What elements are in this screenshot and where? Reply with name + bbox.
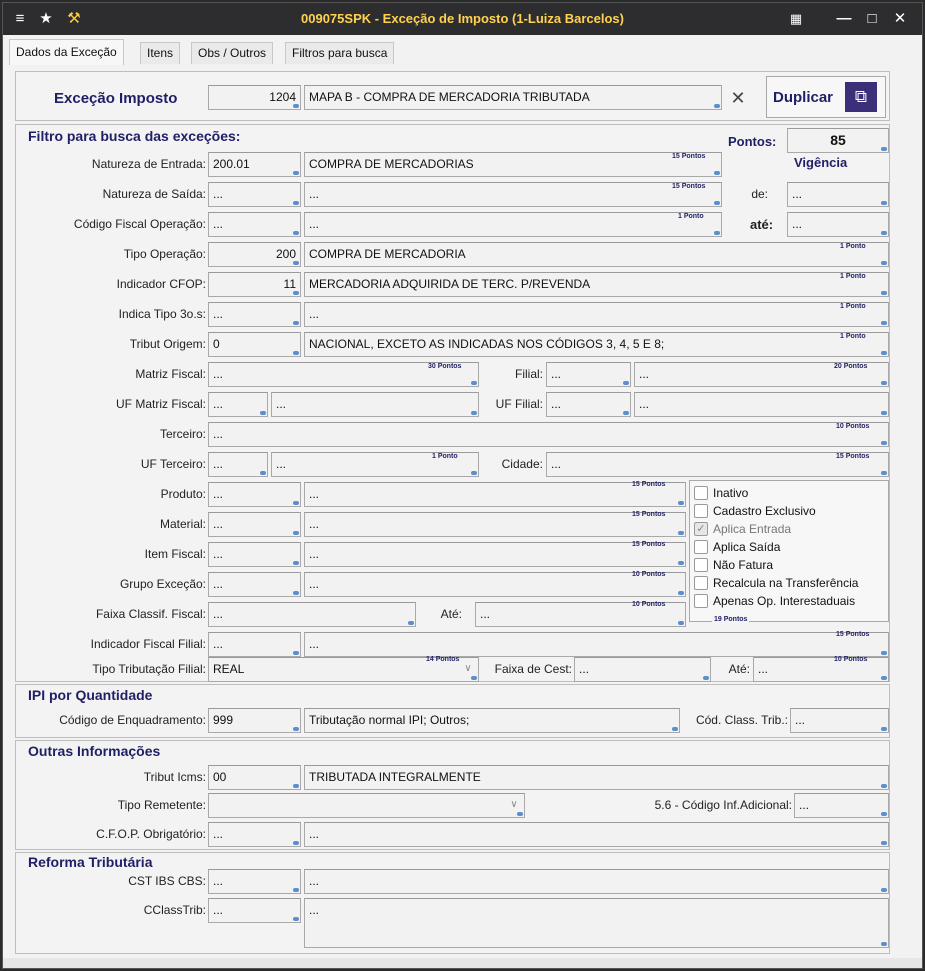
lookup-indicator-icon bbox=[293, 561, 299, 565]
filial-label: Filial: bbox=[514, 367, 543, 381]
material-points: 15 Pontos bbox=[632, 511, 666, 518]
uf-matriz-label: UF Matriz Fiscal: bbox=[116, 397, 206, 411]
lookup-indicator-icon bbox=[471, 471, 477, 475]
filtro-panel bbox=[15, 124, 890, 682]
tribut-origem-points: 1 Ponto bbox=[840, 333, 866, 340]
lookup-indicator-icon bbox=[517, 812, 523, 816]
indica-tipo-desc[interactable]: ... bbox=[304, 302, 889, 327]
material-code[interactable]: ... bbox=[208, 512, 301, 537]
lookup-indicator-icon bbox=[881, 651, 887, 655]
lookup-indicator-icon bbox=[293, 291, 299, 295]
duplicate-button[interactable] bbox=[766, 76, 886, 118]
cst-ibs-cbs-label: CST IBS CBS: bbox=[128, 874, 206, 888]
reforma-panel bbox=[15, 852, 890, 954]
uf-terceiro-points: 1 Ponto bbox=[432, 453, 458, 460]
tribut-icms-label: Tribut Icms: bbox=[143, 770, 206, 784]
lookup-indicator-icon bbox=[703, 676, 709, 680]
indicador-fiscal-filial-points: 15 Pontos bbox=[836, 631, 870, 638]
lookup-indicator-icon bbox=[672, 727, 678, 731]
lookup-indicator-icon bbox=[881, 841, 887, 845]
lookup-indicator-icon bbox=[293, 201, 299, 205]
lookup-indicator-icon bbox=[293, 651, 299, 655]
cidade-label: Cidade: bbox=[501, 457, 543, 471]
lookup-indicator-icon bbox=[714, 171, 720, 175]
window-title: 009075SPK - Exceção de Imposto (1-Luiza Barcelos) bbox=[301, 11, 624, 26]
terceiro-points: 10 Pontos bbox=[836, 423, 870, 430]
produto-label: Produto: bbox=[160, 487, 206, 501]
indicador-cfop-code[interactable]: 11 bbox=[208, 272, 301, 297]
checkbox-box bbox=[694, 504, 708, 518]
bottom-bar bbox=[3, 958, 922, 968]
ipi-panel bbox=[15, 684, 890, 738]
item-fiscal-points: 15 Pontos bbox=[632, 541, 666, 548]
uf-terceiro-label: UF Terceiro: bbox=[140, 457, 206, 471]
lookup-indicator-icon bbox=[408, 621, 414, 625]
vigencia-label: Vigência bbox=[794, 155, 848, 170]
produto-code[interactable]: ... bbox=[208, 482, 301, 507]
faixa-classif-ate-label: Até: bbox=[440, 607, 462, 621]
vigencia-de-label: de: bbox=[751, 187, 768, 201]
item-fiscal-desc[interactable]: ... bbox=[304, 542, 686, 567]
app-window bbox=[2, 2, 923, 969]
excecao-imposto-label: Exceção Imposto bbox=[54, 90, 178, 107]
codigo-inf-adicional-label: 5.6 - Código Inf.Adicional: bbox=[654, 798, 792, 812]
faixa-classif-points: 10 Pontos bbox=[632, 601, 666, 608]
matriz-fiscal-field[interactable]: ... bbox=[208, 362, 479, 387]
natureza-saida-points: 15 Pontos bbox=[672, 183, 706, 190]
lookup-indicator-icon bbox=[293, 917, 299, 921]
tipo-remetente-label: Tipo Remetente: bbox=[117, 798, 206, 812]
ipi-title: IPI por Quantidade bbox=[28, 687, 153, 703]
lookup-indicator-icon bbox=[293, 171, 299, 175]
reforma-title: Reforma Tributária bbox=[28, 854, 153, 870]
checkbox-label: Apenas Op. Interestaduais bbox=[713, 594, 856, 608]
lookup-indicator-icon bbox=[881, 441, 887, 445]
filial-points: 20 Pontos bbox=[834, 363, 868, 370]
checkbox-label: Recalcula na Transferência bbox=[713, 576, 859, 590]
vigencia-ate-field[interactable]: ... bbox=[787, 212, 889, 237]
cfo-code[interactable]: ... bbox=[208, 212, 301, 237]
lookup-indicator-icon bbox=[293, 531, 299, 535]
checkbox-label: Aplica Entrada bbox=[713, 522, 792, 536]
lookup-indicator-icon bbox=[881, 291, 887, 295]
natureza-saida-desc[interactable]: ... bbox=[304, 182, 722, 207]
produto-desc[interactable]: ... bbox=[304, 482, 686, 507]
lookup-indicator-icon bbox=[881, 942, 887, 946]
tab-filtros-busca[interactable]: Filtros para busca bbox=[285, 42, 394, 64]
cst-ibs-cbs-desc[interactable]: ... bbox=[304, 869, 889, 894]
tribut-origem-code[interactable]: 0 bbox=[208, 332, 301, 357]
codigo-enquadramento-desc[interactable]: Tributação normal IPI; Outros; bbox=[304, 708, 680, 733]
cclasstrib-label: CClassTrib: bbox=[143, 903, 206, 917]
lookup-indicator-icon bbox=[471, 411, 477, 415]
cod-class-trib-field[interactable]: ... bbox=[790, 708, 889, 733]
uf-terceiro-code[interactable]: ... bbox=[208, 452, 268, 477]
lookup-indicator-icon bbox=[881, 231, 887, 235]
tribut-icms-code[interactable]: 00 bbox=[208, 765, 301, 790]
tab-dados-excecao[interactable]: Dados da Exceção bbox=[9, 39, 124, 65]
lookup-indicator-icon bbox=[260, 471, 266, 475]
maximize-button[interactable]: □ bbox=[867, 10, 877, 27]
lookup-indicator-icon bbox=[293, 351, 299, 355]
indicador-cfop-label: Indicador CFOP: bbox=[116, 277, 206, 291]
checkbox-label: Não Fatura bbox=[713, 558, 774, 572]
uf-matriz-code[interactable]: ... bbox=[208, 392, 268, 417]
close-button[interactable]: ✕ bbox=[893, 10, 907, 27]
cidade-field[interactable]: ... bbox=[546, 452, 889, 477]
tipo-operacao-label: Tipo Operação: bbox=[123, 247, 206, 261]
filial-code[interactable]: ... bbox=[546, 362, 631, 387]
title-bar bbox=[3, 3, 922, 35]
wrench-icon[interactable]: ⚒ bbox=[67, 10, 81, 27]
natureza-saida-code[interactable]: ... bbox=[208, 182, 301, 207]
lookup-indicator-icon bbox=[881, 888, 887, 892]
tipo-remetente-select[interactable] bbox=[208, 793, 525, 818]
cfo-label: Código Fiscal Operação: bbox=[73, 217, 206, 231]
checkbox-box bbox=[694, 486, 708, 500]
lookup-indicator-icon bbox=[678, 501, 684, 505]
lookup-indicator-icon bbox=[293, 841, 299, 845]
indicador-fiscal-filial-desc[interactable]: ... bbox=[304, 632, 889, 657]
lookup-indicator-icon bbox=[678, 591, 684, 595]
tipo-operacao-code[interactable]: 200 bbox=[208, 242, 301, 267]
cfop-obrigatorio-label: C.F.O.P. Obrigatório: bbox=[96, 827, 206, 841]
lookup-indicator-icon bbox=[623, 381, 629, 385]
lookup-indicator-icon bbox=[714, 104, 720, 108]
lookup-indicator-icon bbox=[881, 727, 887, 731]
checkbox-box bbox=[694, 594, 708, 608]
natureza-entrada-desc[interactable]: COMPRA DE MERCADORIAS bbox=[304, 152, 722, 177]
header-panel bbox=[15, 71, 890, 121]
natureza-saida-label: Natureza de Saída: bbox=[102, 187, 206, 201]
vigencia-de-field[interactable]: ... bbox=[787, 182, 889, 207]
natureza-entrada-points: 15 Pontos bbox=[672, 153, 706, 160]
lookup-indicator-icon bbox=[881, 147, 887, 151]
flags-points: 19 Pontos bbox=[714, 616, 748, 623]
matriz-fiscal-label: Matriz Fiscal: bbox=[135, 367, 206, 381]
lookup-indicator-icon bbox=[293, 784, 299, 788]
lookup-indicator-icon bbox=[881, 471, 887, 475]
checkbox-label: Aplica Saída bbox=[713, 540, 781, 554]
menu-icon[interactable]: ≡ bbox=[15, 10, 25, 27]
material-label: Material: bbox=[159, 517, 206, 531]
traffic-light-icon[interactable]: ★ bbox=[39, 10, 53, 27]
uf-matriz-desc[interactable]: ... bbox=[271, 392, 479, 417]
tipo-tributacao-filial-label: Tipo Tributação Filial: bbox=[92, 662, 206, 676]
tipo-tributacao-filial-points: 14 Pontos bbox=[426, 656, 460, 663]
lookup-indicator-icon bbox=[471, 676, 477, 680]
tab-obs-outros[interactable]: Obs / Outros bbox=[191, 42, 273, 64]
cfo-points: 1 Ponto bbox=[678, 213, 704, 220]
filial-desc[interactable]: ... bbox=[634, 362, 889, 387]
tipo-operacao-desc[interactable]: COMPRA DE MERCADORIA bbox=[304, 242, 889, 267]
codigo-enquadramento-label: Código de Enquadramento: bbox=[59, 713, 206, 727]
lookup-indicator-icon bbox=[881, 381, 887, 385]
lookup-indicator-icon bbox=[678, 531, 684, 535]
lookup-indicator-icon bbox=[714, 201, 720, 205]
cfop-obrigatorio-code[interactable]: ... bbox=[208, 822, 301, 847]
vigencia-ate-label: até: bbox=[750, 217, 774, 232]
indicador-cfop-desc[interactable]: MERCADORIA ADQUIRIDA DE TERC. P/REVENDA bbox=[304, 272, 889, 297]
lookup-indicator-icon bbox=[293, 727, 299, 731]
lookup-indicator-icon bbox=[881, 676, 887, 680]
item-fiscal-code[interactable]: ... bbox=[208, 542, 301, 567]
lookup-indicator-icon bbox=[881, 812, 887, 816]
faixa-cest-label: Faixa de Cest: bbox=[494, 662, 572, 676]
grupo-excecao-label: Grupo Exceção: bbox=[119, 577, 206, 591]
indicador-fiscal-filial-label: Indicador Fiscal Filial: bbox=[90, 637, 206, 651]
natureza-entrada-code[interactable]: 200.01 bbox=[208, 152, 301, 177]
pontos-label: Pontos: bbox=[728, 134, 777, 149]
lookup-indicator-icon bbox=[881, 411, 887, 415]
excecao-description-field[interactable]: MAPA B - COMPRA DE MERCADORIA TRIBUTADA bbox=[304, 85, 722, 110]
lookup-indicator-icon bbox=[881, 321, 887, 325]
outras-title: Outras Informações bbox=[28, 743, 161, 759]
faixa-cest-field[interactable]: ... bbox=[574, 657, 711, 682]
terceiro-label: Terceiro: bbox=[159, 427, 206, 441]
tipo-operacao-points: 1 Ponto bbox=[840, 243, 866, 250]
lookup-indicator-icon bbox=[881, 201, 887, 205]
filtro-title: Filtro para busca das exceções: bbox=[28, 128, 241, 144]
tipo-tributacao-filial-value: REAL bbox=[213, 662, 245, 676]
tribut-origem-desc[interactable]: NACIONAL, EXCETO AS INDICADAS NOS CÓDIGOS 3, 4, 5 E 8; bbox=[304, 332, 889, 357]
faixa-classif-ate-field[interactable]: ... bbox=[475, 602, 686, 627]
duplicate-label: Duplicar bbox=[773, 89, 834, 106]
lookup-indicator-icon bbox=[293, 591, 299, 595]
indica-tipo-code[interactable]: ... bbox=[208, 302, 301, 327]
indicador-fiscal-filial-code[interactable]: ... bbox=[208, 632, 301, 657]
grupo-excecao-desc[interactable]: ... bbox=[304, 572, 686, 597]
outras-panel bbox=[15, 740, 890, 850]
lookup-indicator-icon bbox=[293, 261, 299, 265]
faixa-cest-points: 10 Pontos bbox=[834, 656, 868, 663]
clear-icon[interactable]: ✕ bbox=[730, 88, 746, 108]
uf-filial-desc[interactable]: ... bbox=[634, 392, 889, 417]
natureza-entrada-label: Natureza de Entrada: bbox=[91, 157, 206, 171]
lookup-indicator-icon bbox=[293, 501, 299, 505]
checkbox-label: Cadastro Exclusivo bbox=[713, 504, 816, 518]
faixa-cest-ate-label: Até: bbox=[728, 662, 750, 676]
tab-itens[interactable]: Itens bbox=[140, 42, 180, 64]
copy-icon: ⧉ bbox=[845, 82, 877, 112]
lookup-indicator-icon bbox=[714, 231, 720, 235]
excecao-code-field[interactable]: 1204 bbox=[208, 85, 301, 110]
tab-bar bbox=[3, 35, 922, 65]
uf-filial-label: UF Filial: bbox=[495, 397, 543, 411]
indica-tipo-points: 1 Ponto bbox=[840, 303, 866, 310]
lookup-indicator-icon bbox=[293, 231, 299, 235]
tribut-origem-label: Tribut Origem: bbox=[129, 337, 206, 351]
terceiro-field[interactable]: ... bbox=[208, 422, 889, 447]
pontos-value: 85 bbox=[787, 128, 889, 153]
codigo-enquadramento-code[interactable]: 999 bbox=[208, 708, 301, 733]
lookup-indicator-icon bbox=[678, 621, 684, 625]
lookup-indicator-icon bbox=[881, 784, 887, 788]
lookup-indicator-icon bbox=[623, 411, 629, 415]
grupo-excecao-code[interactable]: ... bbox=[208, 572, 301, 597]
chevron-down-icon: ∨ bbox=[464, 663, 472, 674]
minimize-button[interactable]: — bbox=[836, 10, 852, 27]
indicador-cfop-points: 1 Ponto bbox=[840, 273, 866, 280]
indica-tipo-label: Indica Tipo 3o.s: bbox=[118, 307, 206, 321]
faixa-classif-label: Faixa Classif. Fiscal: bbox=[95, 607, 206, 621]
uf-filial-code[interactable]: ... bbox=[546, 392, 631, 417]
lookup-indicator-icon bbox=[881, 351, 887, 355]
flags-group bbox=[689, 480, 889, 622]
chevron-down-icon: ∨ bbox=[510, 799, 518, 810]
lookup-indicator-icon bbox=[678, 561, 684, 565]
cfo-desc[interactable]: ... bbox=[304, 212, 722, 237]
faixa-cest-ate-field[interactable]: ... bbox=[753, 657, 889, 682]
cfop-obrigatorio-desc[interactable]: ... bbox=[304, 822, 889, 847]
lookup-indicator-icon bbox=[881, 261, 887, 265]
codigo-inf-adicional-field[interactable]: ... bbox=[794, 793, 889, 818]
produto-points: 15 Pontos bbox=[632, 481, 666, 488]
checkbox-box bbox=[694, 558, 708, 572]
uf-terceiro-desc[interactable]: ... bbox=[271, 452, 479, 477]
material-desc[interactable]: ... bbox=[304, 512, 686, 537]
faixa-classif-field[interactable]: ... bbox=[208, 602, 416, 627]
matriz-fiscal-points: 30 Pontos bbox=[428, 363, 462, 370]
cclasstrib-desc[interactable]: ... bbox=[304, 898, 889, 948]
checkbox-box bbox=[694, 576, 708, 590]
grupo-excecao-points: 10 Pontos bbox=[632, 571, 666, 578]
image-icon[interactable]: ▦ bbox=[789, 11, 803, 26]
lookup-indicator-icon bbox=[293, 888, 299, 892]
lookup-indicator-icon bbox=[293, 321, 299, 325]
lookup-indicator-icon bbox=[260, 411, 266, 415]
tribut-icms-desc[interactable]: TRIBUTADA INTEGRALMENTE bbox=[304, 765, 889, 790]
cst-ibs-cbs-code[interactable]: ... bbox=[208, 869, 301, 894]
checkbox-box bbox=[694, 540, 708, 554]
lookup-indicator-icon bbox=[293, 104, 299, 108]
checkmark-icon: ✓ bbox=[694, 522, 708, 536]
cod-class-trib-label: Cód. Class. Trib.: bbox=[695, 713, 788, 727]
cclasstrib-code[interactable]: ... bbox=[208, 898, 301, 923]
item-fiscal-label: Item Fiscal: bbox=[144, 547, 206, 561]
lookup-indicator-icon bbox=[471, 381, 477, 385]
cidade-points: 15 Pontos bbox=[836, 453, 870, 460]
checkbox-label: Inativo bbox=[713, 486, 749, 500]
